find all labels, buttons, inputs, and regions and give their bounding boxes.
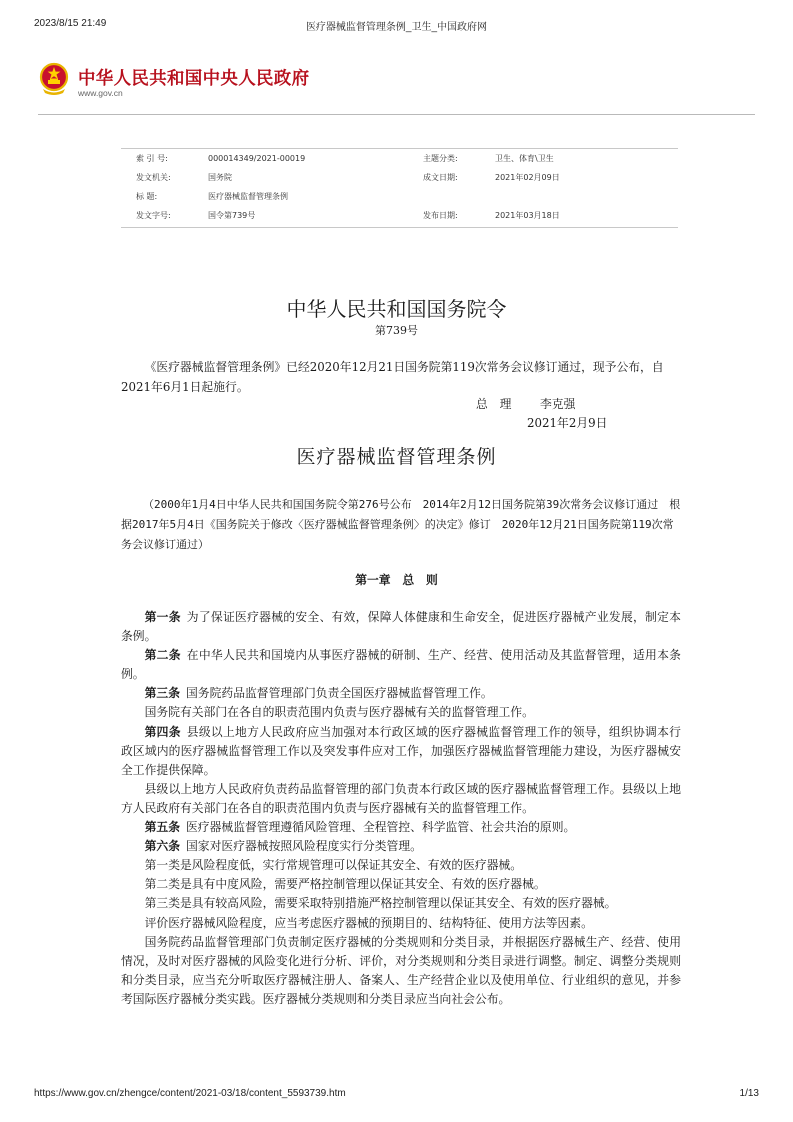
doc-number-value: 国令第739号 (208, 211, 256, 220)
decree-title: 中华人民共和国国务院令 (286, 297, 507, 321)
article-text: 国家对医疗器械按照风险程度实行分类管理。 (186, 839, 422, 854)
articles (121, 608, 681, 1009)
article-label: 第五条 (144, 820, 180, 835)
article-label: 第六条 (144, 839, 180, 854)
meta-row (121, 168, 678, 187)
article-text: 国务院药品监督管理部门负责全国医疗器械监督管理工作。 (186, 686, 493, 701)
article-3 (121, 684, 681, 703)
site-name: 中华人民共和国中央人民政府 (78, 69, 310, 89)
regulation-title: 医疗器械监督管理条例 (296, 446, 497, 468)
decree-date: 2021年2月9日 (527, 416, 608, 430)
document-metadata-table (121, 148, 678, 228)
topic-label: 主题分类: (423, 154, 458, 163)
index-value: 000014349/2021-00019 (208, 154, 306, 163)
article-1 (121, 608, 681, 646)
page-number: 1/13 (739, 1088, 759, 1099)
index-label: 索 引 号: (136, 154, 168, 163)
meta-row (121, 187, 678, 206)
article-text: 医疗器械监督管理遵循风险管理、全程管控、科学监管、社会共治的原则。 (186, 820, 576, 835)
issuer-value: 国务院 (208, 173, 232, 182)
created-date-label: 成文日期: (423, 173, 458, 182)
article-label: 第二条 (144, 648, 181, 663)
chapter-heading: 第一章 总 则 (355, 573, 438, 587)
article-6-paragraph: 第一类是风险程度低，实行常规管理可以保证其安全、有效的医疗器械。 (144, 858, 523, 873)
topic-value: 卫生、体育\卫生 (495, 154, 554, 163)
print-timestamp: 2023/8/15 21:49 (34, 18, 107, 29)
print-header (34, 18, 759, 32)
published-date-value: 2021年03月18日 (495, 211, 560, 220)
article-text: 县级以上地方人民政府应当加强对本行政区域的医疗器械监督管理工作的领导，组织协调本行政区域内的医疗器械监督管理工作以及突发事件应对工作，加强医疗器械监督管理能力建设，为医疗器械安全工作提供保障。 (121, 724, 681, 777)
signer-role: 总 理 (476, 397, 512, 411)
decree-body: 《医疗器械监督管理条例》已经2020年12月21日国务院第119次常务会议修订通过，现予公布，自2021年6月1日起施行。 (121, 360, 664, 394)
signer-name: 李克强 (540, 397, 576, 411)
meta-row (121, 149, 678, 168)
decree-number: 第739号 (375, 324, 418, 337)
article-label: 第四条 (144, 724, 181, 739)
article-6-paragraph: 评价医疗器械风险程度，应当考虑医疗器械的预期目的、结构特征、使用方法等因素。 (144, 915, 593, 930)
article-label: 第三条 (144, 686, 180, 701)
article-label: 第一条 (144, 610, 181, 624)
header-divider (38, 114, 755, 115)
meta-row (121, 206, 678, 225)
print-url[interactable]: https://www.gov.cn/zhengce/content/2021-03/18/content_5593739.htm (34, 1088, 346, 1099)
issuer-label: 发文机关: (136, 173, 171, 182)
article-text: 在中华人民共和国境内从事医疗器械的研制、生产、经营、使用活动及其监督管理，适用本条例。 (121, 648, 681, 682)
regulation-history: （2000年1月4日中华人民共和国国务院令第276号公布 2014年2月12日国务院第39次常务会议修订通过 根据2017年5月4日《国务院关于修改〈医疗器械监督管理条例〉的决定》修订 2020年12月21日国务院第119次常务会议修订通过） (121, 498, 681, 551)
print-page-title: 医疗器械监督管理条例_卫生_中国政府网 (305, 22, 488, 33)
title-label: 标 题: (136, 192, 158, 201)
national-emblem-icon (38, 62, 70, 96)
article-6-paragraph: 第三类是具有较高风险，需要采取特别措施严格控制管理以保证其安全、有效的医疗器械。 (144, 896, 617, 911)
article-4 (121, 723, 681, 780)
article-3-paragraph: 国务院有关部门在各自的职责范围内负责与医疗器械有关的监督管理工作。 (144, 705, 534, 720)
article-5 (121, 818, 681, 837)
article-6 (121, 837, 681, 856)
title-value: 医疗器械监督管理条例 (208, 192, 288, 201)
article-6-paragraph: 第二类是具有中度风险，需要严格控制管理以保证其安全、有效的医疗器械。 (144, 877, 546, 892)
article-text: 为了保证医疗器械的安全、有效，保障人体健康和生命安全，促进医疗器械产业发展，制定本条例。 (121, 610, 681, 644)
site-url: www.gov.cn (78, 88, 123, 98)
article-4-paragraph: 县级以上地方人民政府负责药品监督管理的部门负责本行政区域的医疗器械监督管理工作。县级以上地方人民政府有关部门在各自的职责范围内负责与医疗器械有关的监督管理工作。 (121, 781, 681, 815)
created-date-value: 2021年02月09日 (495, 173, 560, 182)
site-header[interactable] (38, 62, 338, 102)
article-2 (121, 646, 681, 684)
doc-number-label: 发文字号: (136, 211, 171, 220)
print-footer (34, 1088, 759, 1102)
published-date-label: 发布日期: (423, 211, 458, 220)
article-6-paragraph: 国务院药品监督管理部门负责制定医疗器械的分类规则和分类目录，并根据医疗器械生产、经营、使用情况，及时对医疗器械的风险变化进行分析、评价，对分类规则和分类目录进行调整。制定、调整分类规则和分类目录，应当充分听取医疗器械注册人、备案人、生产经营企业以及使用单位、行业组织的意见，并参考国际医疗器械分类实践。医疗器械分类规则和分类目录应当向社会公布。 (121, 934, 681, 1006)
